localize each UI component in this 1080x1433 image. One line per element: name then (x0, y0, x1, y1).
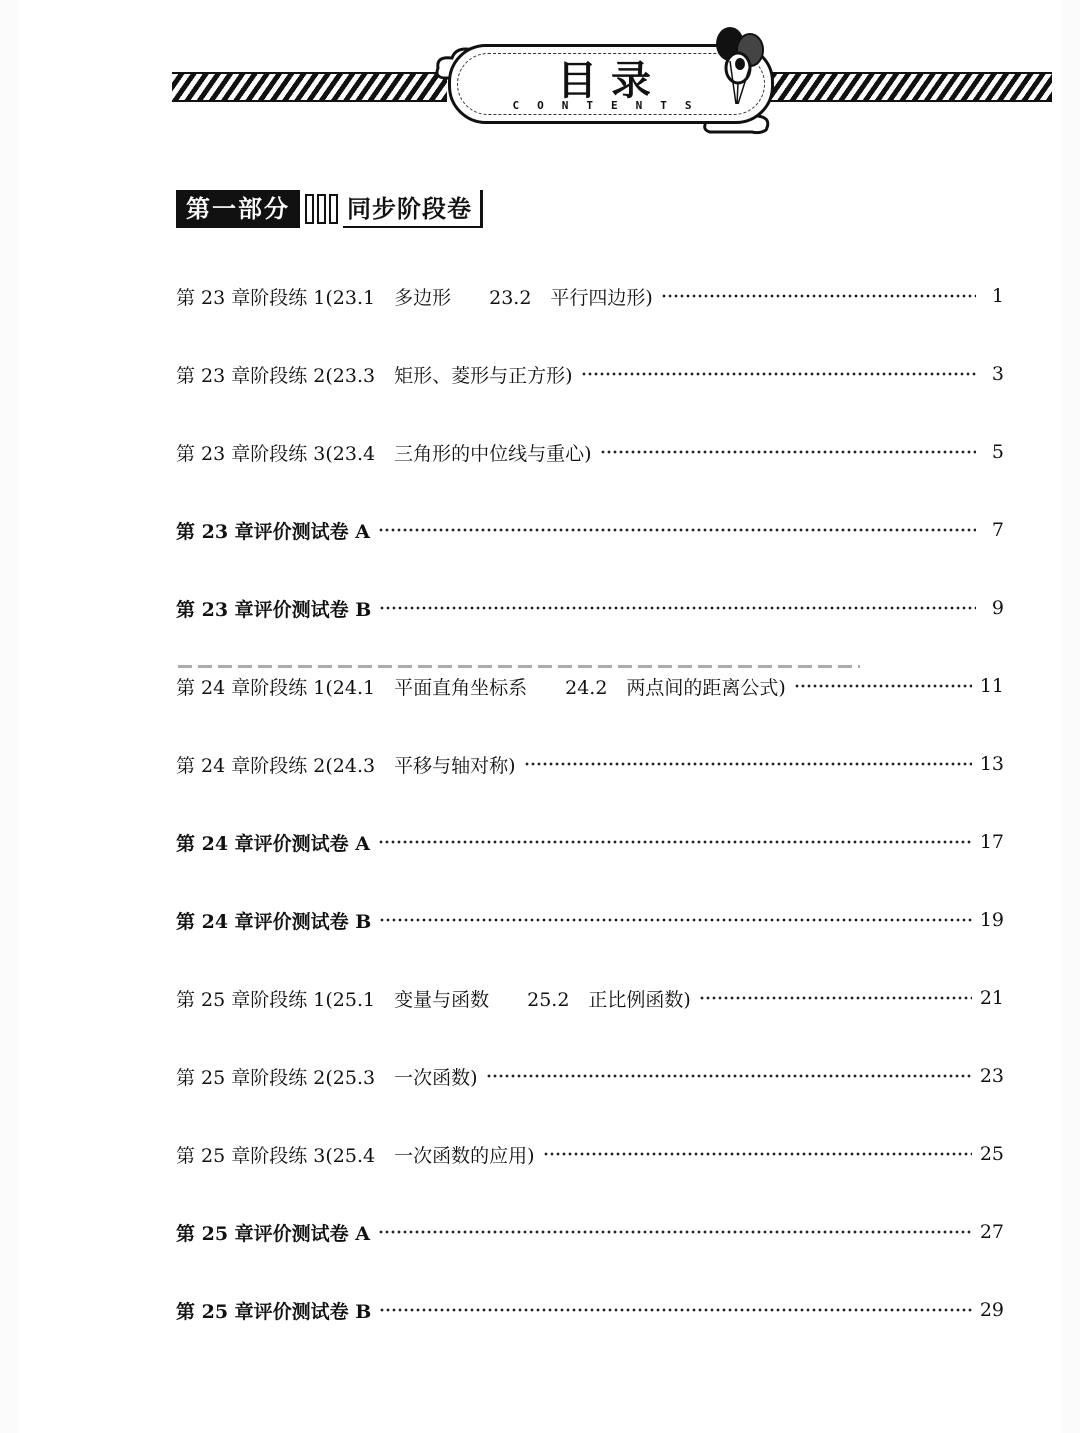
toc-entry-title: 第 23 章阶段练 3(23.4 三角形的中位线与重心) (176, 442, 592, 465)
toc-entry-title: 第 25 章阶段练 3(25.4 一次函数的应用) (176, 1144, 535, 1167)
toc-entry[interactable] (176, 902, 1004, 938)
toc-entry[interactable] (176, 1292, 1004, 1328)
toc-entry[interactable] (176, 356, 1004, 392)
toc-entry-page: 1 (991, 285, 1004, 307)
toc-entry-page: 29 (979, 1299, 1004, 1321)
toc-entry[interactable] (176, 668, 1004, 704)
toc-entry-page: 11 (979, 675, 1004, 697)
section-heading (176, 190, 483, 228)
toc-entry-page: 17 (979, 831, 1004, 853)
toc-leader-dots (379, 918, 971, 922)
toc-entry[interactable] (176, 1058, 1004, 1094)
toc-entry[interactable] (176, 980, 1004, 1016)
page-title: 目录 (557, 58, 665, 104)
toc-entry-title: 第 25 章评价测试卷 B (176, 1300, 372, 1323)
toc-entry[interactable] (176, 1214, 1004, 1250)
toc-leader-dots (486, 1074, 972, 1078)
toc-entry-page: 19 (979, 909, 1004, 931)
toc-entry-title: 第 23 章评价测试卷 B (176, 598, 372, 621)
section-label: 第一部分 (176, 190, 300, 228)
toc-entry[interactable] (176, 746, 1004, 782)
toc-entry-title: 第 24 章阶段练 1(24.1 平面直角坐标系 24.2 两点间的距离公式) (176, 676, 786, 699)
toc-leader-dots (378, 1230, 972, 1234)
toc-entry-title: 第 23 章阶段练 2(23.3 矩形、菱形与正方形) (176, 364, 573, 387)
toc-leader-dots (794, 684, 972, 688)
toc-entry-page: 7 (991, 519, 1004, 541)
page-subtitle: CONTENTS (512, 99, 710, 112)
toc-leader-dots (379, 1308, 971, 1312)
toc-leader-dots (543, 1152, 972, 1156)
contents-header (0, 0, 1080, 150)
toc-entry-page: 27 (979, 1221, 1004, 1243)
toc-entry-page: 3 (991, 363, 1004, 385)
toc-leader-dots (581, 372, 976, 376)
toc-leader-dots (600, 450, 976, 454)
toc-entry[interactable] (176, 434, 1004, 470)
toc-entry[interactable] (176, 512, 1004, 548)
toc-leader-dots (661, 294, 976, 298)
header-stripe-right (765, 72, 1052, 102)
header-stripe-left (172, 72, 447, 102)
toc-entry[interactable] (176, 278, 1004, 314)
toc-entry-title: 第 25 章评价测试卷 A (176, 1222, 371, 1245)
toc-leader-dots (379, 606, 976, 610)
toc-entry-page: 13 (979, 753, 1004, 775)
toc-leader-dots (699, 996, 972, 1000)
toc-entry[interactable] (176, 1136, 1004, 1172)
toc-entry-page: 21 (979, 987, 1004, 1009)
toc-entry-title: 第 24 章阶段练 2(24.3 平移与轴对称) (176, 754, 516, 777)
toc-entry-title: 第 25 章阶段练 2(25.3 一次函数) (176, 1066, 478, 1089)
toc-entry-title: 第 25 章阶段练 1(25.1 变量与函数 25.2 正比例函数) (176, 988, 691, 1011)
toc-entry-page: 23 (979, 1065, 1004, 1087)
toc-entry-title: 第 24 章评价测试卷 B (176, 910, 372, 933)
section-divider (300, 190, 343, 228)
toc-leader-dots (378, 528, 976, 532)
toc-entry-title: 第 23 章阶段练 1(23.1 多边形 23.2 平行四边形) (176, 286, 653, 309)
toc-leader-dots (378, 840, 972, 844)
toc-entry[interactable] (176, 590, 1004, 626)
toc-entry-page: 25 (979, 1143, 1004, 1165)
balloons-icon (708, 24, 774, 110)
toc-entry-page: 5 (991, 441, 1004, 463)
toc-leader-dots (524, 762, 972, 766)
toc-entry-title: 第 24 章评价测试卷 A (176, 832, 371, 855)
section-title: 同步阶段卷 (343, 190, 483, 228)
toc-entry-title: 第 23 章评价测试卷 A (176, 520, 371, 543)
toc-entry-page: 9 (991, 597, 1004, 619)
toc-entry[interactable] (176, 824, 1004, 860)
